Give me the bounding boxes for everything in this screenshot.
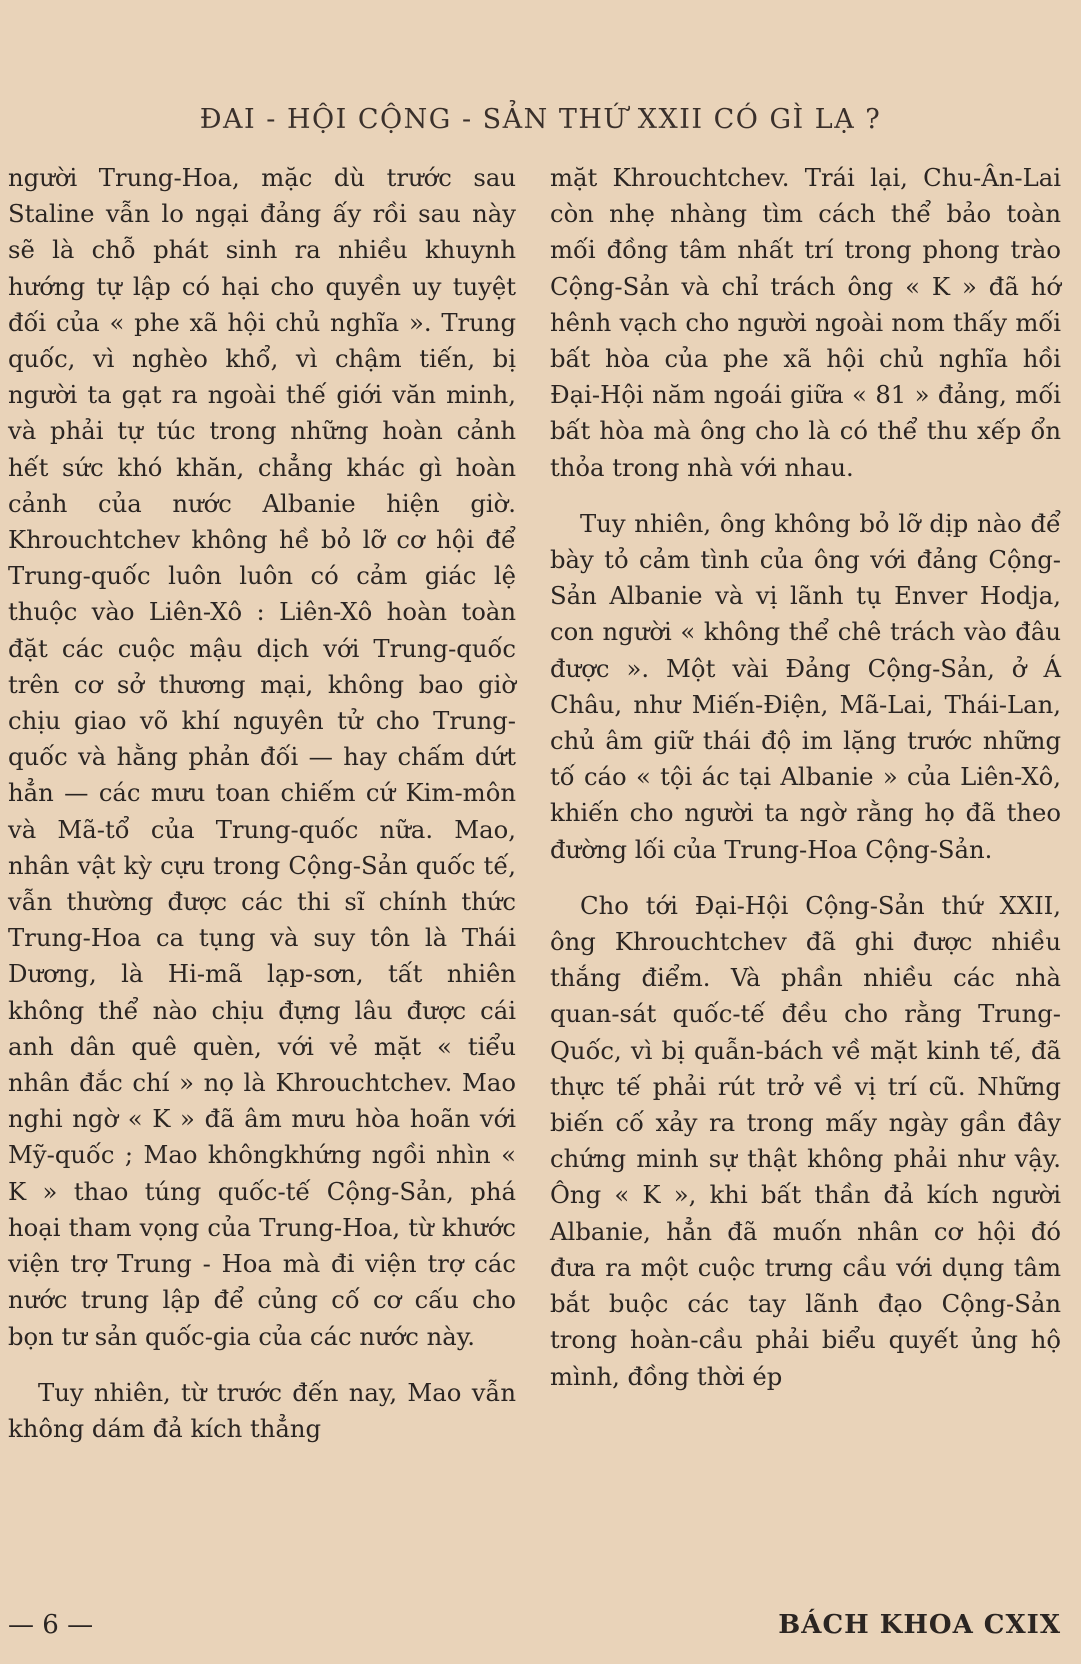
left-column [8,160,516,1447]
page-title: ĐAI - HỘI CỘNG - SẢN THỨ XXII CÓ GÌ LẠ ? [199,104,882,135]
paragraph: Tuy nhiên, từ trước đến nay, Mao vẫn không dám đả kích thẳng [8,1377,516,1443]
paragraph: mặt Khrouchtchev. Trái lại, Chu-Ân-Lai còn nhẹ nhàng tìm cách thể bảo toàn mối đồng tâm nhất trí trong phong trào Cộng-Sản và chỉ trách ông « K » đã hớ hênh vạch cho người ngoài nom thấy mối bất hòa của phe xã hội chủ nghĩa hồi Đại-Hội năm ngoái giữa « 81 » đảng, mối bất hòa mà ông cho là có thể thu xếp ổn thỏa trong nhà với nhau. [550,163,1061,482]
paragraph: Tuy nhiên, ông không bỏ lỡ dịp nào để bày tỏ cảm tình của ông với đảng Cộng-Sản Albanie và vị lãnh tụ Enver Hodja, con người « không thể chê trách vào đâu được ». Một vài Đảng Cộng-Sản, ở Á Châu, như Miến-Điện, Mã-Lai, Thái-Lan, chủ âm giữ thái độ im lặng trước những tố cáo « tội ác tại Albanie » của Liên-Xô, khiến cho người ta ngờ rằng họ đã theo đường lối của Trung-Hoa Cộng-Sản. [550,508,1061,864]
magazine-issue: BÁCH KHOA CXIX [778,1610,1061,1640]
paragraph: Cho tới Đại-Hội Cộng-Sản thứ XXII, ông Khrouchtchev đã ghi được nhiều thắng điểm. Và phần nhiều các nhà quan-sát quốc-tế đều cho rằng Trung-Quốc, vì bị quẫn-bách về mặt kinh tế, đã thực tế phải rút trở về vị trí cũ. Những biến cố xảy ra trong mấy ngày gần đây chứng minh sự thật không phải như vậy. Ông « K », khi bất thần đả kích người Albanie, hẳn đã muốn nhân cơ hội đó đưa ra một cuộc trưng cầu với dụng tâm bắt buộc các tay lãnh đạo Cộng-Sản trong hoàn-cầu phải biểu quyết ủng hộ mình, đồng thời ép [550,890,1061,1391]
paragraph: người Trung-Hoa, mặc dù trước sau Staline vẫn lo ngại đảng ấy rồi sau này sẽ là chỗ phát sinh ra nhiều khuynh hướng tự lập có hại cho quyền uy tuyệt đối của « phe xã hội chủ nghĩa ». Trung quốc, vì nghèo khổ, vì chậm tiến, bị người ta gạt ra ngoài thế giới văn minh, và phải tự túc trong những hoàn cảnh hết sức khó khăn, chẳng khác gì hoàn cảnh của nước Albanie hiện giờ. Khrouchtchev không hề bỏ lỡ cơ hội để Trung-quốc luôn luôn có cảm giác lệ thuộc vào Liên-Xô : Liên-Xô hoàn toàn đặt các cuộc mậu dịch với Trung-quốc trên cơ sở thương mại, không bao giờ chịu giao võ khí nguyên tử cho Trung-quốc và hằng phản đối — hay chấm dứt hẳn — các mưu toan chiếm cứ Kim-môn và Mã-tổ của Trung-quốc nữa. Mao, nhân vật kỳ cựu trong Cộng-Sản quốc tế, vẫn thường được các thi sĩ chính thức Trung-Hoa ca tụng và suy tôn là Thái Dương, là Hi-mã lạp-sơn, tất nhiên không thể nào chịu đựng lâu được cái anh dân quê quèn, với vẻ mặt « tiểu nhân đắc chí » nọ là Khrouchtchev. Mao nghi ngờ « K » đã âm mưu hòa hoãn với Mỹ-quốc ; Mao khôngkhứng ngồi nhìn « K » thao túng quốc-tế Cộng-Sản, phá hoại tham vọng của Trung-Hoa, từ khước viện trợ Trung - Hoa mà đi viện trợ các nước trung lập để củng cố cơ cấu cho bọn tư sản quốc-gia của các nước này. [8,163,516,1351]
right-column [550,160,1061,1395]
page-number: — 6 — [8,1610,94,1640]
